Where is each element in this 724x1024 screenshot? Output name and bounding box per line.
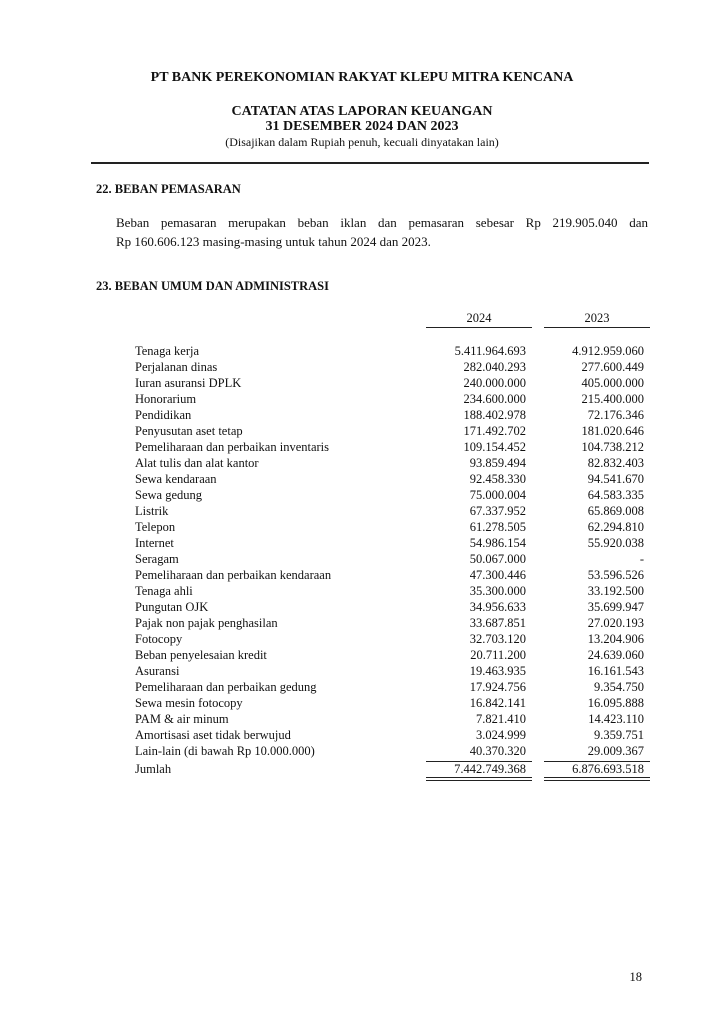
row-label: Sewa kendaraan (135, 472, 217, 486)
total-2024: 7.442.749.368 (454, 762, 526, 776)
value-2023: 24.639.060 (587, 648, 644, 662)
value-2023: 27.020.193 (587, 616, 644, 630)
value-2023: 9.359.751 (594, 728, 644, 742)
column-header-underline-2024 (426, 327, 532, 328)
total-2023: 6.876.693.518 (572, 762, 644, 776)
value-2023: 215.400.000 (581, 392, 644, 406)
row-label: Listrik (135, 504, 169, 518)
value-2023: 14.423.110 (588, 712, 644, 726)
document-title: CATATAN ATAS LAPORAN KEUANGAN (231, 104, 493, 119)
value-2024: 19.463.935 (469, 664, 526, 678)
value-2024: 32.703.120 (469, 632, 526, 646)
table-row (0, 599, 724, 615)
row-label: Honorarium (135, 392, 197, 406)
table-row (0, 631, 724, 647)
value-2023: 62.294.810 (587, 520, 644, 534)
table-row (0, 359, 724, 375)
table-row (0, 535, 724, 551)
table-row (0, 407, 724, 423)
value-2023: - (639, 552, 644, 566)
value-2024: 61.278.505 (469, 520, 526, 534)
value-2024: 67.337.952 (469, 504, 526, 518)
table-row (0, 679, 724, 695)
table-row (0, 583, 724, 599)
value-2023: 55.920.038 (587, 536, 644, 550)
value-2024: 171.492.702 (463, 424, 526, 438)
table-row (0, 423, 724, 439)
section-23-heading: 23. BEBAN UMUM DAN ADMINISTRASI (96, 279, 330, 293)
value-2023: 29.009.367 (587, 744, 644, 758)
value-2024: 75.000.004 (469, 488, 526, 502)
value-2023: 405.000.000 (581, 376, 644, 390)
table-row (0, 391, 724, 407)
value-2024: 234.600.000 (463, 392, 526, 406)
value-2023: 65.869.008 (587, 504, 644, 518)
row-label: Fotocopy (135, 632, 183, 646)
value-2024: 7.821.410 (476, 712, 526, 726)
table-row (0, 727, 724, 743)
company-name: PT BANK PEREKONOMIAN RAKYAT KLEPU MITRA KENCANA (150, 70, 574, 85)
total-label: Jumlah (135, 762, 172, 776)
row-label: Asuransi (135, 664, 180, 678)
value-2023: 104.738.212 (581, 440, 644, 454)
value-2024: 54.986.154 (469, 536, 526, 550)
row-label: Sewa mesin fotocopy (135, 696, 243, 710)
value-2024: 240.000.000 (463, 376, 526, 390)
table-row (0, 663, 724, 679)
value-2023: 16.095.888 (587, 696, 644, 710)
document-subtitle: (Disajikan dalam Rupiah penuh, kecuali dinyatakan lain) (225, 135, 499, 149)
value-2024: 5.411.964.693 (454, 344, 526, 358)
row-label: Telepon (135, 520, 176, 534)
value-2024: 16.842.141 (469, 696, 526, 710)
row-label: Sewa gedung (135, 488, 202, 502)
row-label: Alat tulis dan alat kantor (135, 456, 259, 470)
row-label: Lain-lain (di bawah Rp 10.000.000) (135, 744, 315, 758)
table-row (0, 503, 724, 519)
table-row (0, 471, 724, 487)
table-row (0, 519, 724, 535)
table-row (0, 743, 724, 759)
value-2024: 34.956.633 (469, 600, 526, 614)
column-header-2023: 2023 (584, 311, 610, 325)
value-2023: 35.699.947 (587, 600, 644, 614)
value-2024: 33.687.851 (469, 616, 526, 630)
value-2024: 40.370.320 (469, 744, 526, 758)
value-2024: 20.711.200 (470, 648, 526, 662)
table-row (0, 551, 724, 567)
value-2023: 72.176.346 (587, 408, 644, 422)
value-2023: 181.020.646 (581, 424, 644, 438)
table-row (0, 615, 724, 631)
row-label: Tenaga kerja (135, 344, 200, 358)
value-2024: 50.067.000 (469, 552, 526, 566)
value-2023: 4.912.959.060 (572, 344, 644, 358)
value-2024: 109.154.452 (463, 440, 526, 454)
value-2023: 82.832.403 (587, 456, 644, 470)
row-label: Internet (135, 536, 174, 550)
table-row (0, 439, 724, 455)
table-row (0, 695, 724, 711)
column-header-underline-2023 (544, 327, 650, 328)
row-label: Perjalanan dinas (135, 360, 218, 374)
table-row (0, 455, 724, 471)
row-label: Pemeliharaan dan perbaikan kendaraan (135, 568, 332, 582)
value-2024: 47.300.446 (469, 568, 526, 582)
value-2024: 3.024.999 (476, 728, 526, 742)
table-row (0, 375, 724, 391)
table-row (0, 711, 724, 727)
value-2023: 53.596.526 (587, 568, 644, 582)
row-label: Pendidikan (135, 408, 192, 422)
column-header-2024: 2024 (466, 311, 492, 325)
value-2023: 64.583.335 (587, 488, 644, 502)
value-2023: 33.192.500 (587, 584, 644, 598)
row-label: Beban penyelesaian kredit (135, 648, 267, 662)
header-divider (91, 162, 649, 164)
row-label: Amortisasi aset tidak berwujud (135, 728, 291, 742)
section-22-heading: 22. BEBAN PEMASARAN (96, 182, 241, 196)
row-label: Iuran asuransi DPLK (135, 376, 242, 390)
table-row (0, 647, 724, 663)
total-double-line-2024 (426, 777, 532, 781)
total-double-line-2023 (544, 777, 650, 781)
section-22-paragraph (116, 213, 648, 251)
row-label: Pemeliharaan dan perbaikan inventaris (135, 440, 330, 454)
value-2023: 277.600.449 (581, 360, 644, 374)
table-row (0, 487, 724, 503)
value-2023: 16.161.543 (587, 664, 644, 678)
value-2023: 94.541.670 (587, 472, 644, 486)
page-number: 18 (629, 970, 642, 984)
row-label: Tenaga ahli (135, 584, 193, 598)
value-2023: 9.354.750 (594, 680, 644, 694)
row-label: Pajak non pajak penghasilan (135, 616, 278, 630)
value-2024: 93.859.494 (469, 456, 526, 470)
section-22-line-1: Beban pemasaran merupakan beban iklan dan pemasaran sebesar Rp 219.905.040 dan (116, 215, 648, 230)
total-row (0, 761, 724, 777)
document-date: 31 DESEMBER 2024 DAN 2023 (265, 119, 459, 134)
value-2024: 35.300.000 (469, 584, 526, 598)
row-label: Pemeliharaan dan perbaikan gedung (135, 680, 317, 694)
value-2024: 282.040.293 (463, 360, 526, 374)
row-label: Seragam (135, 552, 179, 566)
row-label: Penyusutan aset tetap (135, 424, 243, 438)
table-row (0, 343, 724, 359)
row-label: PAM & air minum (135, 712, 229, 726)
value-2024: 17.924.756 (469, 680, 526, 694)
row-label: Pungutan OJK (135, 600, 209, 614)
value-2024: 92.458.330 (469, 472, 526, 486)
value-2023: 13.204.906 (587, 632, 644, 646)
value-2024: 188.402.978 (463, 408, 526, 422)
section-22-line-2: Rp 160.606.123 masing-masing untuk tahun 2024 dan 2023. (116, 234, 431, 249)
table-row (0, 567, 724, 583)
